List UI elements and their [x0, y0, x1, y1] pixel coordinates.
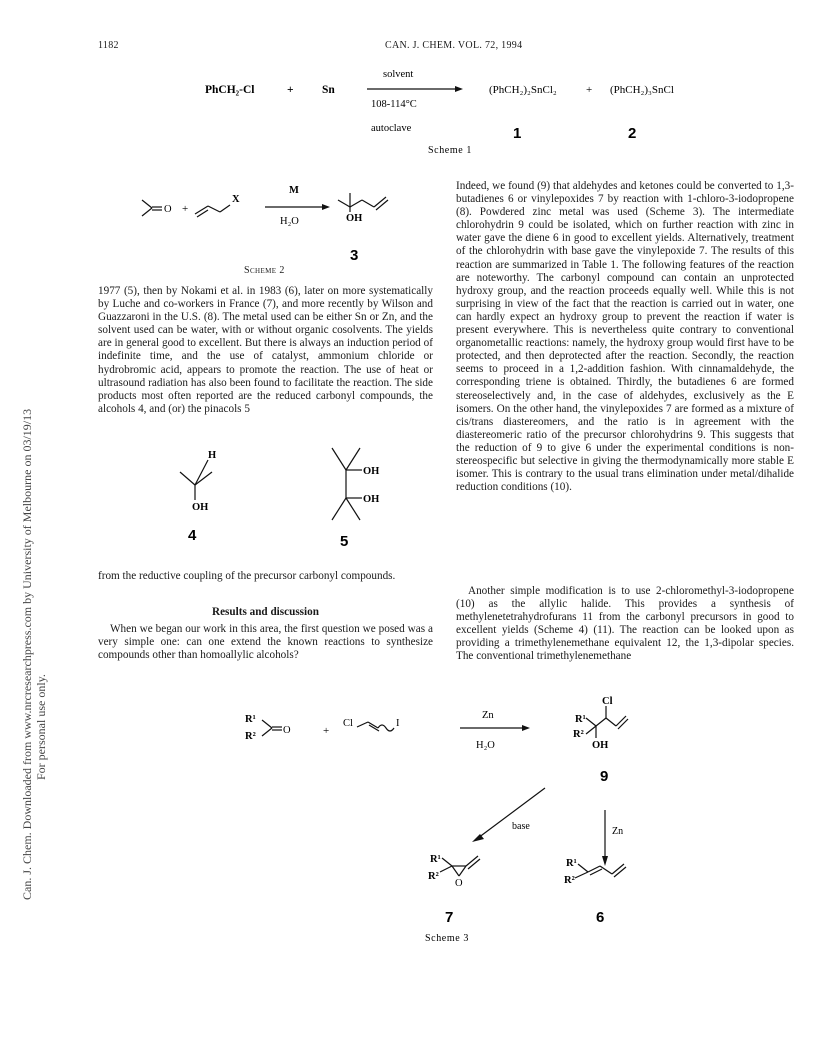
s3-6-r1: R¹	[566, 858, 577, 869]
s3-r1: R¹	[245, 714, 256, 725]
s3-r2: R²	[245, 731, 256, 742]
s3-6-r2: R²	[564, 875, 575, 886]
scheme1-product1: (PhCH₂)₂SnCl₂	[489, 84, 557, 96]
s3-i: I	[396, 718, 400, 729]
scheme2-metal: M	[289, 185, 299, 196]
struct5-oh2: OH	[363, 494, 380, 505]
s3-7-r2: R²	[428, 871, 439, 882]
s3-base: base	[512, 821, 530, 832]
structures-4-5	[150, 440, 410, 550]
struct5-oh1: OH	[363, 466, 380, 477]
s3-caption: Scheme 3	[425, 933, 469, 944]
s3-num9: 9	[600, 768, 609, 785]
s3-num7: 7	[445, 909, 454, 926]
scheme2-num: 3	[350, 247, 359, 264]
s3-num6: 6	[596, 909, 605, 926]
left-col-para2: from the reductive coupling of the precursor carbonyl compounds.	[98, 570, 396, 582]
s3-water: H₂O	[476, 740, 495, 751]
scheme1-num1: 1	[513, 125, 522, 142]
struct4-oh: OH	[192, 502, 209, 513]
scheme1-cond-below: 108-114°C	[371, 99, 417, 110]
scheme2-plus: +	[182, 203, 189, 215]
scheme2-o: O	[164, 204, 172, 215]
scheme1-caption: Scheme 1	[428, 145, 472, 156]
right-col-para2: Another simple modification is to use 2-chloromethyl-3-iodopropene (10) as the allylic halide. This provides a synthesis of methylenetetrahydrofurans 11 from the carbonyl precursors in good to excellent yields (Scheme 4) (11). The reaction can be looked upon as providing a trimethylenemethane equivalent 12, the 1,3-dipolar species. The conventional trimethylenemethane	[456, 585, 794, 663]
running-title: CAN. J. CHEM. VOL. 72, 1994	[385, 40, 523, 51]
left-col-para1: 1977 (5), then by Nokami et al. in 1983 (6), later on more systematically by Luche and co-workers in France (7), and more recently by Wilson and Guazzaroni in the U.S. (8). The metal used can be either Sn or Zn, and the solvent used can be water, with or without organic cosolvents. The yields are in general good to excellent. But there is always an induction period of indefinite time, and the use of catalyst, ammonium chloride or hydrobromic acid, appears to promote the reaction. The use of heat or ultrasound radiation has also been found to facilitate the reaction. The side products most often reported are the reduced carbonyl compounds, the alcohols 4, and (or) the pinacols 5	[98, 285, 433, 415]
scheme1-cond-above: solvent	[383, 69, 414, 80]
s3-oh9: OH	[592, 740, 609, 751]
sidebar-download-line: Can. J. Chem. Downloaded from www.nrcresearchpress.com by University of Melbourne on 03/19/13	[20, 408, 34, 900]
scheme1-plus1: +	[287, 84, 294, 96]
struct4-h: H	[208, 450, 217, 461]
scheme2-x: X	[232, 194, 240, 205]
sidebar-personal-use-line: For personal use only.	[34, 674, 48, 780]
s3-7-r1: R¹	[430, 854, 441, 865]
s3-o7: O	[455, 878, 463, 889]
scheme1-plus2: +	[586, 84, 593, 96]
scheme2-caption: Scheme 2	[244, 265, 285, 276]
struct4-num: 4	[188, 527, 197, 544]
scheme2-water: H₂O	[280, 216, 299, 227]
s3-cl9: Cl	[602, 696, 613, 707]
s3-zn2: Zn	[612, 826, 624, 837]
scheme1-product2: (PhCH₂)₃SnCl	[610, 84, 674, 96]
scheme1-arrowhead	[455, 86, 463, 92]
s3-cl: Cl	[343, 718, 353, 729]
s3-9-r1: R¹	[575, 714, 586, 725]
scheme-2	[100, 160, 430, 280]
struct5-num: 5	[340, 533, 349, 550]
right-col-para1: Indeed, we found (9) that aldehydes and ketones could be converted to 1,3-butadienes 6 or vinylepoxides 7 by reaction with 1-chloro-3-iodopropene (8). Powdered zinc metal was used (Scheme 3). The intermediate chlorohydrin 9 could be isolated, which on further reaction with zinc in water gave the diene 6 in good to excellent yields. Alternatively, treatment of the chlorohydrin with base gave the vinylepoxide 7. The results of this reaction are summarized in Table 1. The following features of the reaction are noteworthy. The carbonyl compound can contain an unprotected hydroxy group, and the reaction proceeds equally well. While this is not surprising in view of the fact that the reaction is carried out in water, one can hardly expect an hydroxy group to prevent the reaction if water is present everywhere. This is nevertheless quite contrary to conventional organometallic reactions: namely, the hydroxy group would first have to be protected, and then deprotected after the reaction. Secondly, the reaction seems to proceed in a 1,2-addition fashion. With cinnamaldehyde, the corresponding triene is obtained. Thirdly, the butadienes 6 are formed stereoselectively and, in the case of aldehydes, exclusively as the E isomers. On the other hand, the vinylepoxides 7 are formed as a mixture of cis/trans diastereomers, and the ratio is in agreement with the diastereomeric ratio of the precursor chlorohydrins 9. This suggests that the reduction of 9 to give 6 under the experimental conditions is non-stereospecific but selective in giving the thermodynamically more stable E isomer. This is contrary to the usual trans elimination under metal/dihalide reduction conditions (10).	[456, 180, 794, 494]
s3-plus: +	[323, 725, 330, 737]
scheme1-reactant2: Sn	[322, 84, 335, 96]
s3-zn: Zn	[482, 710, 494, 721]
scheme1-num2: 2	[628, 125, 637, 142]
scheme-1	[0, 0, 813, 160]
s3-o: O	[283, 725, 291, 736]
page-number: 1182	[98, 40, 119, 51]
scheme2-oh: OH	[346, 213, 363, 224]
left-col-para3: When we began our work in this area, the first question we posed was a very simple one: can one extend the known reactions to synthesize compounds other than homoallylic alcohols?	[98, 623, 433, 662]
scheme1-cond-below2: autoclave	[371, 123, 412, 134]
scheme1-reactant1: PhCH₂-Cl	[205, 84, 255, 96]
scheme-3	[0, 690, 813, 980]
s3-9-r2: R²	[573, 729, 584, 740]
section-heading: Results and discussion	[212, 606, 319, 618]
